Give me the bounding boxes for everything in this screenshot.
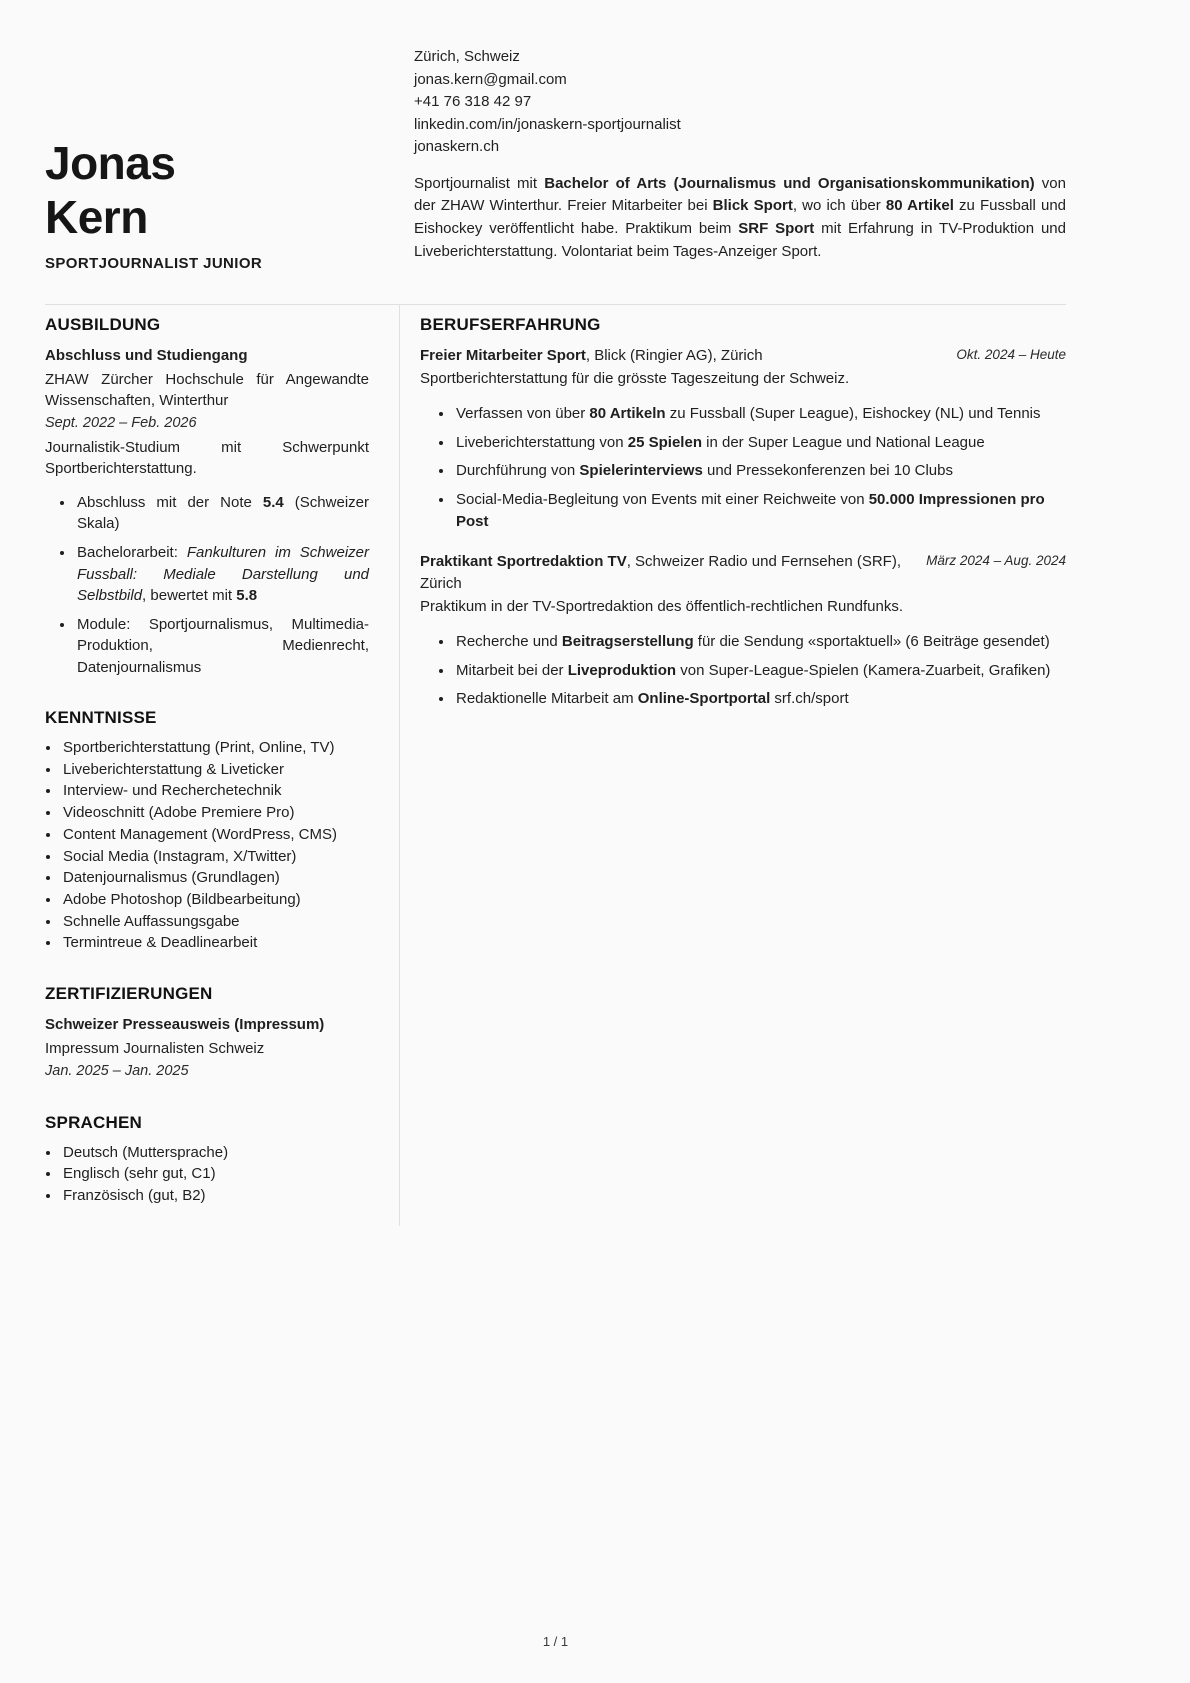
identity-block <box>45 0 414 292</box>
list-item: • Schnelle Auffassungsgabe <box>61 912 369 933</box>
certification-issuer: Impressum Journalisten Schweiz <box>45 1039 265 1057</box>
list-item: • Module: Sportjournalismus, Multimedia-Produktion, Medienrecht, Datenjournalismus <box>75 614 369 678</box>
section-berufserfahrung <box>420 315 1066 711</box>
list-item: • Französisch (gut, B2) <box>61 1186 369 1207</box>
section-zertifizierungen <box>45 984 369 1083</box>
languages-list <box>45 1143 369 1207</box>
header <box>45 0 1066 292</box>
list-item: • Interview- und Recherchetechnik <box>61 781 369 802</box>
list-item: • Social Media (Instagram, X/Twitter) <box>61 847 369 868</box>
job-bullets <box>420 631 1066 711</box>
list-item: • Datenjournalismus (Grundlagen) <box>61 868 369 889</box>
job-head <box>420 345 1066 368</box>
job-entry-blick <box>420 345 1066 534</box>
ausbildung-heading: AUSBILDUNG <box>45 315 161 334</box>
education-bullets <box>45 492 369 678</box>
name-first: Jonas <box>45 137 176 190</box>
list-item: • Termintreue & Deadlinearbeit <box>61 933 369 954</box>
section-ausbildung <box>45 315 369 678</box>
job-subtitle: Praktikum in der TV-Sportredaktion des öffentlich-rechtlichen Rundfunks. <box>420 597 904 615</box>
school-name: ZHAW Zürcher Hochschule für Angewandte Wissenschaften, Winterthur <box>45 370 369 410</box>
list-item: • Bachelorarbeit: Fankulturen im Schweizer Fussball: Mediale Darstellung und Selbstbild, bewertet mit 5.8 <box>75 542 369 606</box>
list-item: • Adobe Photoshop (Bildbearbeitung) <box>61 890 369 911</box>
skills-list <box>45 738 369 954</box>
contact-linkedin: linkedin.com/in/jonaskern-sportjournalist <box>414 115 681 133</box>
job-subtitle: Sportberichterstattung für die grösste Tageszeitung der Schweiz. <box>420 369 850 387</box>
contact-email: jonas.kern@gmail.com <box>414 70 567 88</box>
zertifizierungen-heading: ZERTIFIZIERUNGEN <box>45 983 213 1003</box>
job-bullets <box>420 403 1066 534</box>
certification-title: Schweizer Presseausweis (Impressum) <box>45 1015 325 1033</box>
content-columns <box>45 305 1066 1226</box>
job-head <box>420 551 1066 596</box>
list-item: • Abschluss mit der Note 5.4 (Schweizer Skala) <box>75 492 369 535</box>
contact-block <box>414 46 1066 159</box>
left-column <box>45 305 400 1226</box>
list-item: • Englisch (sehr gut, C1) <box>61 1164 369 1185</box>
name-last: Kern <box>45 191 148 244</box>
sprachen-heading: SPRACHEN <box>45 1112 143 1132</box>
job-title: Freier Mitarbeiter Sport, Blick (Ringier AG), Zürich <box>420 347 763 364</box>
list-item: • Deutsch (Muttersprache) <box>61 1143 369 1164</box>
list-item: • Verfassen von über 80 Artikeln zu Fussball (Super League), Eishockey (NL) und Tennis <box>454 403 1066 426</box>
job-entry-srf <box>420 551 1066 711</box>
role-title: SPORTJOURNALIST JUNIOR <box>45 255 263 272</box>
profile-summary: Sportjournalist mit Bachelor of Arts (Journalismus und Organisationskommunikation) von der ZHAW Winterthur. Freier Mitarbeiter bei Blick Sport, wo ich über 80 Artikel zu Fussball und Eishockey veröffentlicht habe. Praktikum beim SRF Sport mit Erfahrung in TV-Produktion und Liveberichterstattung. Volontariat beim Tages-Anzeiger Sport. <box>414 174 1067 261</box>
kenntnisse-heading: KENNTNISSE <box>45 708 157 728</box>
contact-phone: +41 76 318 42 97 <box>414 93 532 110</box>
list-item: • Social-Media-Begleitung von Events mit einer Reichweite von 50.000 Impressionen pro Post <box>454 489 1066 534</box>
list-item: • Durchführung von Spielerinterviews und Pressekonferenzen bei 10 Clubs <box>454 460 1066 483</box>
job-title: Praktikant Sportredaktion TV, Schweizer Radio und Fernsehen (SRF), Zürich <box>420 552 902 592</box>
list-item: • Sportberichterstattung (Print, Online, TV) <box>61 738 369 759</box>
list-item: • Videoschnitt (Adobe Premiere Pro) <box>61 803 369 824</box>
section-sprachen <box>45 1113 369 1207</box>
list-item: • Liveberichterstattung & Liveticker <box>61 760 369 781</box>
candidate-name <box>45 137 414 245</box>
job-dates: Okt. 2024 – Heute <box>956 347 1066 362</box>
job-dates: März 2024 – Aug. 2024 <box>926 552 1066 568</box>
education-description: Journalistik-Studium mit Schwerpunkt Sportberichterstattung. <box>45 439 369 478</box>
contact-website: jonaskern.ch <box>414 138 500 155</box>
degree-title: Abschluss und Studiengang <box>45 347 248 364</box>
page-number: 1 / 1 <box>542 1634 569 1649</box>
education-dates: Sept. 2022 – Feb. 2026 <box>45 415 197 432</box>
right-column <box>400 305 1066 1226</box>
contact-location: Zürich, Schweiz <box>414 48 520 65</box>
certification-dates: Jan. 2025 – Jan. 2025 <box>45 1062 189 1079</box>
berufserfahrung-heading: BERUFSERFAHRUNG <box>420 315 601 334</box>
list-item: • Liveberichterstattung von 25 Spielen in der Super League und National League <box>454 432 1066 455</box>
header-right <box>414 0 1066 292</box>
list-item: • Mitarbeit bei der Liveproduktion von Super-League-Spielen (Kamera-Zuarbeit, Grafiken) <box>454 660 1066 683</box>
list-item: • Recherche und Beitragserstellung für die Sendung «sportaktuell» (6 Beiträge gesendet) <box>454 631 1066 654</box>
list-item: • Redaktionelle Mitarbeit am Online-Sportportal srf.ch/sport <box>454 688 1066 711</box>
section-kenntnisse <box>45 708 369 954</box>
list-item: • Content Management (WordPress, CMS) <box>61 825 369 846</box>
